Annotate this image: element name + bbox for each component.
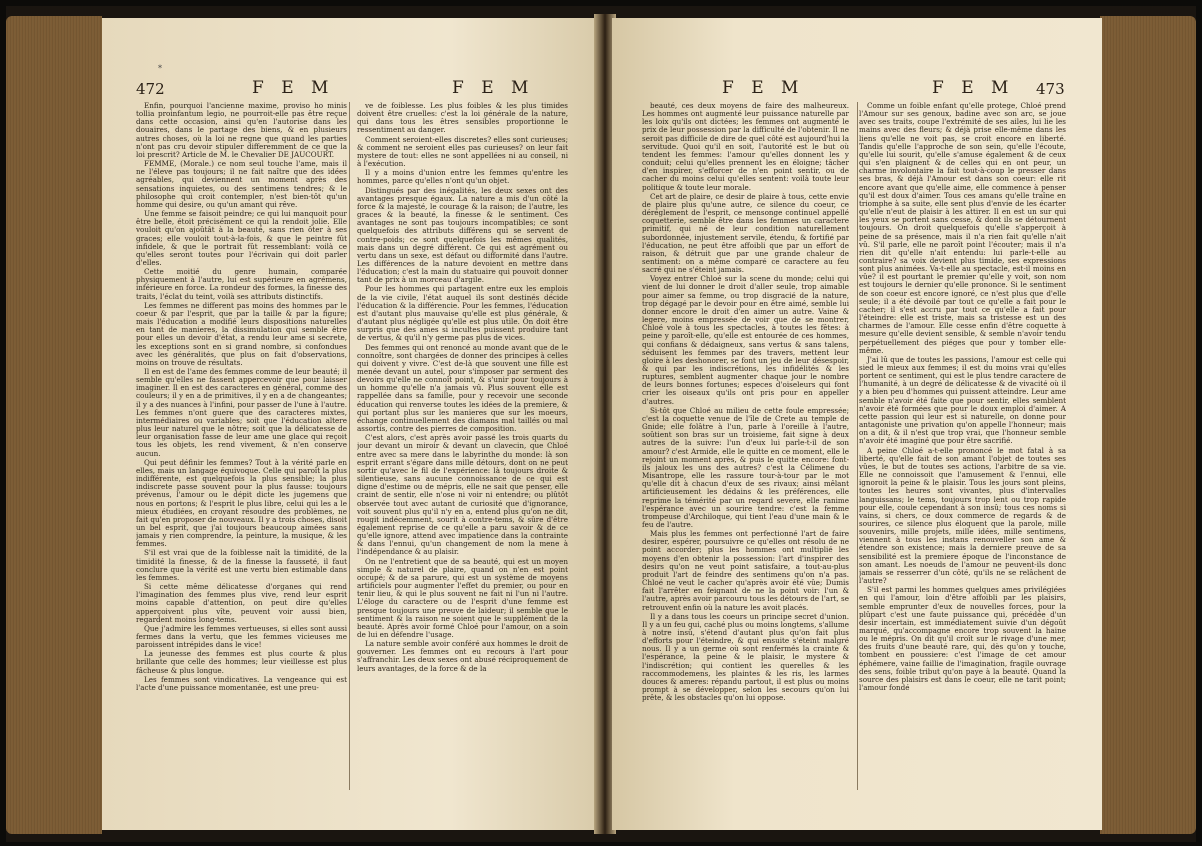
paragraph: S'il est vrai que de la foiblesse naît la timidité, de la timidité la finesse, & de la finesse la fausseté, il faut conclure que la vérité est une vertu bien estimable dans les femmes. <box>136 548 347 582</box>
paragraph: Il en est de l'ame des femmes comme de leur beauté; il semble qu'elles ne fassent appercevoir que pour laisser imaginer. Il en est des caracteres en général, comme des couleurs; il y en a de primitives, il y en a de changeantes; il y a des nuances à l'infini, pour passer de l'une à l'autre. Les femmes n'ont guere que des caracteres mixtes, intermédiaires ou variables; soit que l'éducation altere plus leur naturel que le nôtre; soit que la délicatesse de leur organisation fasse de leur ame une glace qui reçoit tous les objets, les rend vivement, & n'en conserve aucun. <box>136 367 347 458</box>
text-column <box>642 102 849 796</box>
running-head: F E M <box>252 78 335 98</box>
running-head: F E M <box>932 78 1015 98</box>
paragraph: Voyez entrer Chloé sur la scene du monde; celui qui vient de lui donner le droit d'aller seule, trop aimable pour aimer sa femme, ou trop disgracié de la nature, trop dégagé par le devoir pour en être aimé, semble lui donner encore le droit d'en aimer un autre. Vaine & legere, moins empressée de voir que de se montrer, Chloé vole à tous les spectacles, à toutes les fêtes: à peine y paroît-elle, qu'elle est entourée de ces hommes, qui confians & dédaigneux, sans vertus & sans talens, séduisent les femmes par des travers, mettent leur gloire à les deshonorer, se font un jeu de leur désespoir, & qui par les indiscrétions, les infidélités & les ruptures, semblent augmenter chaque jour le nombre de leurs bonnes fortunes; especes d'oiseleurs qui font crier les oiseaux qu'ils ont pris pour en appeller d'autres. <box>642 274 849 406</box>
text-columns <box>136 102 568 796</box>
paragraph: ve de foiblesse. Les plus foibles & les plus timides doivent être cruelles: c'est la loi générale de la nature, qui dans tous les êtres sensibles proportionne le ressentiment au danger. <box>357 102 568 135</box>
paragraph: S'il est parmi les hommes quelques ames privilégiées en qui l'amour, loin d'être affoibli par les plaisirs, semble emprunter d'eux de nouvelles forces, pour la plûpart c'est une faute puissance qui, précédée d'un desir incertain, est immédiatement suivie d'un dégoût marqué, qu'accompagne encore trop souvent la haine ou le mépris. On dit qu'il croît sur le rivage d'une mer, des fruits d'une beauté rare, qui, dès qu'on y touche, tombent en poussiere: c'est l'image de cet amour éphémere, vaine faillie de l'imagination, fragile ouvrage des sens, foible tribut qu'on paye à la beauté. Quand la source des plaisirs est dans le coeur, elle ne tarit point; l'amour fondé <box>859 585 1066 693</box>
paragraph: Les femmes ne different pas moins des hommes par le coeur & par l'esprit, que par la taille & par la figure; mais l'éducation a modifié leurs dispositions naturelles en tant de manieres, la dissimulation qui semble être pour elles un devoir d'état, a rendu leur ame si secrete, les exceptions sont en si grand nombre, si confondues avec les généralités, que plus on fait d'observations, moins on trouve de résultats. <box>136 300 347 367</box>
paragraph: Si-tôt que Chloé au milieu de cette foule empressée; c'est la coquette venue de l'île de Crete au temple de Gnide; elle folâtre à l'un, parle à l'oreille à l'autre, soûtient son bras sur un troisieme, fait signe à deux autres de la suivre: l'un d'eux lui parle-t-il de son amour? c'est Armide, elle le quitte en ce moment, elle le rejoint un moment après, & puis le quitte encore: font-ils jaloux les uns des autres? c'est la Célimene du Misantrope, elle les rassure tour-à-tour par le mot qu'elle dit à chacun d'eux de ses rivaux; ainsi mêlant artificieusement les dédains & les préférences, elle reprime la témérité par un regard severe, elle ranime l'espérance avec un sourire tendre: c'est la femme trompeuse d'Archiloque, qui tient l'eau d'une main & le feu de l'autre. <box>642 405 849 529</box>
left-page <box>102 18 598 830</box>
left-page-header <box>102 78 598 102</box>
page-edges-right <box>1100 16 1196 834</box>
text-column <box>357 102 568 796</box>
paragraph: Il y a dans tous les coeurs un principe secret d'union. Il y a un feu qui, caché plus ou moins longtems, s'allume à notre insû, s'étend d'autant plus qu'on fait plus d'efforts pour l'éteindre, & qui ensuite s'éteint malgré nous. Il y a un germe où sont renfermés la crainte & l'espérance, la peine & le plaisir, le mystere & l'indiscrétion; qui contient les querelles & les raccommodemens, les plaintes & les ris, les larmes douces & ameres: répandu partout, il est plus ou moins prompt à se développer, selon les secours qu'on lui prête, & les obstacles qu'on lui oppose. <box>642 611 849 703</box>
paragraph: La nature semble avoir conféré aux hommes le droit de gouverner. Les femmes ont eu recours à l'art pour s'affranchir. Les deux sexes ont abusé réciproquement de leurs avantages, de la force & de la <box>357 639 568 673</box>
paragraph: Si cette même délicatesse d'organes qui rend l'imagination des femmes plus vive, rend leur esprit moins capable d'attention, on peut dire qu'elles apperçoivent plus vîte, peuvent voir aussi bien, regardent moins long-tems. <box>136 582 347 624</box>
text-column <box>136 102 347 796</box>
page-number: 473 <box>1036 80 1065 98</box>
page-edges-left <box>6 16 102 834</box>
paragraph: Qui peut définir les femmes? Tout à la vérité parle en elles, mais un langage équivoque. Celle qui paroît la plus indifférente, est quelquefois la plus sensible; la plus indiscrete passe souvent pour la plus fausse: toujours prévenus, l'amour ou le dépit dicte les jugemens que nous en portons; & l'esprit le plus libre, celui qui les a le mieux étudiées, en croyant résoudre des problèmes, ne fait qu'en proposer de nouveaux. Il y a trois choses, disoit un bel esprit, que j'ai toujours beaucoup aimées sans jamais y rien comprendre, la peinture, la musique, & les femmes. <box>136 457 347 549</box>
paragraph: Les femmes sont vindicatives. La vengeance qui est l'acte d'une puissance momentanée, est une preu- <box>136 674 347 692</box>
right-page-header <box>612 78 1102 102</box>
paragraph: Des femmes qui ont renoncé au monde avant que de le connoître, sont chargées de donner des principes à celles qui doivent y vivre. C'est de-là que souvent une fille est menée devant un autel, pour s'imposer par serment des devoirs qu'elle ne connoît point, & s'unir pour toujours à un homme qu'elle n'a jamais vû. Plus souvent elle est rappellée dans sa famille, pour y recevoir une seconde éducation qui renverse toutes les idées de la premiere, & qui portant plus sur les manieres que sur les moeurs, échange continuellement des diamans mal taillés ou mal assortis, contre des pierres de composition. <box>357 342 568 434</box>
paragraph: On ne l'entretient que de sa beauté, qui est un moyen simple & naturel de plaire, quand on n'en est point occupé; & de sa parure, qui est un système de moyens artificiels pour augmenter l'effet du premier, ou pour en tenir lieu, & qui le plus souvent ne fait ni l'un ni l'autre. L'éloge du caractere ou de l'esprit d'une femme est presque toujours une preuve de laideur; il semble que le sentiment & la raison ne soient que le supplément de la beauté. Après avoir formé Chloé pour l'amour, on a soin de lui en défendre l'usage. <box>357 556 568 639</box>
text-column <box>859 102 1066 796</box>
paragraph: Une femme se faisoit peindre; ce qui lui manquoit pour être belle, étoit précisément ce qui la rendoit jolie. Elle vouloit qu'on ajoûtât à la beauté, sans rien ôter à ses graces; elle vouloit tout-à-la-fois, & que le peintre fût infidele, & que le portrait fût ressemblant: voilà ce qu'elles seront toutes pour l'écrivain qui doit parler d'elles. <box>136 209 347 267</box>
paragraph: FEMME, (Morale.) ce nom seul touche l'ame, mais il ne l'éleve pas toujours; il ne fait naître que des idées agréables, qui deviennent un moment après des sensations inquietes, ou des sentimens tendres; & le philosophe qui croit contempler, n'est bien-tôt qu'un homme qui desire, ou qu'un amant qui rêve. <box>136 159 347 209</box>
paragraph: A peine Chloé a-t-elle prononcé le mot fatal à sa liberté, qu'elle fait de son amant l'objet de toutes ses vûes, le but de toutes ses actions, l'arbitre de sa vie. Elle ne connoissoit que l'amusement & l'ennui, elle ignoroit la peine & le plaisir. Tous les jours sont pleins, toutes les heures sont vivantes, plus d'intervalles languissans; le tems, toujours trop lent ou trop rapide pour elle, coule cependant à son insû; tous ces noms si vains, si chers, ce doux commerce de regards & de sourires, ce silence plus éloquent que la parole, mille souvenirs, mille projets, mille idées, mille sentimens, viennent à tous les instans renouveller son ame & étendre son existence; mais la derniere preuve de sa sensibilité est la premiere époque de l'inconstance de son amant. Les noeuds de l'amour ne peuvent-ils donc jamais se resserrer d'un côté, qu'ils ne se relâchent de l'autre? <box>859 445 1066 586</box>
paragraph: Que j'admire les femmes vertueuses, si elles sont aussi fermes dans la vertu, que les femmes vicieuses me paroissent intrépides dans le vice! <box>136 623 347 650</box>
paragraph: Il y a moins d'union entre les femmes qu'entre les hommes, parce qu'elles n'ont qu'un objet. <box>357 168 568 186</box>
paragraph: Comment seroient-elles discretes? elles sont curieuses; & comment ne seroient elles pas curieuses? on leur fait mystere de tout: elles ne sont appellées ni au conseil, ni à l'exécution. <box>357 134 568 169</box>
paragraph: J'ai lû que de toutes les passions, l'amour est celle qui sied le mieux aux femmes; il est du moins vrai qu'elles portent ce sentiment, qui est le plus tendre caractere de l'humanité, à un degré de délicatesse & de vivacité où il y a bien peu d'hommes qui puissent atteindre. Leur ame semble n'avoir été faite que pour sentir, elles semblent n'avoir été formées que pour le doux emploi d'aimer. A cette passion qui leur est si naturelle, on donne pour antagoniste une privation qu'on appelle l'honneur; mais on a dit, & il n'est que trop vrai, que l'honneur semble n'avoir été imaginé que pour être sacrifié. <box>859 354 1066 446</box>
paragraph: Pour les hommes qui partagent entre eux les emplois de la vie civile, l'état auquel ils sont destinés décide l'éducation & la différencie. Pour les femmes, l'éducation est d'autant plus mauvaise qu'elle est plus générale, & d'autant plus négligée qu'elle est plus utile. On doit être surpris que des ames si incultes puissent produire tant de vertus, & qu'il n'y germe pas plus de vices. <box>357 284 568 343</box>
text-columns <box>642 102 1066 796</box>
paragraph: Mais plus les femmes ont perfectionné l'art de faire desirer, espérer, poursuivre ce qu'elles ont résolu de ne point accorder; plus les hommes ont multiplié les moyens d'en obtenir la possession: l'art d'inspirer des desirs qu'on ne veut point satisfaire, a tout-au-plus produit l'art de feindre des sentimens qu'on n'a pas. Chloé ne veut le cacher qu'après avoir été vûe; Dumis fait l'arrêter en feignant de ne la point voir: l'un & l'autre, après avoir parcouru tous les détours de l'art, se retrouvent enfin où la nature les avoit placés. <box>642 529 849 612</box>
paragraph: beauté, ces deux moyens de faire des malheureux. Les hommes ont augmenté leur puissance naturelle par les loix qu'ils ont dictées; les femmes ont augmenté le prix de leur possession par la difficulté de l'obtenir. Il ne seroit pas difficile de dire de quel côté est aujourd'hui la servitude. Quoi qu'il en soit, l'autorité est le but où tendent les femmes: l'amour qu'elles donnent les y conduit; celui qu'elles prennent les en éloigne; tâcher d'en inspirer, s'efforcer de n'en point sentir, ou de cacher du moins celui qu'elles sentent: voilà toute leur politique & toute leur morale. <box>642 102 849 192</box>
paragraph: La jeunesse des femmes est plus courte & plus brillante que celle des hommes; leur vieillesse est plus fâcheuse & plus longue. <box>136 649 347 675</box>
margin-mark: * <box>158 64 162 73</box>
open-book <box>6 6 1196 842</box>
paragraph: Enfin, pourquoi l'ancienne maxime, proviso ho minis tollia proinfantum legio, ne pourroit-elle pas être reçue dans cette occasion, ainsi qu'en l'autorise dans les douaires, dans le partage des biens, & en plusieurs autres choses, où la loi ne regne que quand les parties n'ont pas cru devoir stipuler differemment de ce que la loi prescrit? Article de M. le Chevalier DE JAUCOURT. <box>136 102 347 159</box>
paragraph: Distingués par des inégalités, les deux sexes ont des avantages presque égaux. La nature a mis d'un côté la force & la majesté, le courage & la raison; de l'autre, les graces & la beauté, la finesse & le sentiment. Ces avantages ne sont pas toujours incompatibles; ce sont quelquefois des attributs différens qui se servent de contre-poids; ce sont quelquefois les mêmes qualités, mais dans un degré différent. Ce qui est agrément ou vertu dans un sexe, est défaut ou difformité dans l'autre. Les différences de la nature devoient en mettre dans l'éducation; c'est la main du statuaire qui pouvoit donner tant de prix à un morceau d'argile. <box>357 185 568 285</box>
page-number: 472 <box>136 80 165 98</box>
right-page <box>612 18 1102 830</box>
paragraph: Cette moitié du genre humain, comparée physiquement à l'autre, lui est supérieure en agrémens, inférieure en force. La rondeur des formes, la finesse des traits, l'éclat du teint, voilà ses attributs distinctifs. <box>136 267 347 301</box>
paragraph: Comme un foible enfant qu'elle protege, Chloé prend l'Amour sur ses genoux, badine avec son arc, se joue avec ses traits, coupe l'extrémité de ses ailes, lui lie les mains avec des fleurs; & déjà prise elle-même dans les liens qu'elle ne voit pas, se croit encore en liberté. Tandis qu'elle l'approche de son sein, qu'elle l'écoute, qu'elle lui sourit, qu'elle s'amuse également & de ceux qui s'en plaignent & de celles qui en ont peur, un charme involontaire la fait tout-à-coup le presser dans ses bras, & déjà l'Amour est dans son coeur: elle rit encore avant que qu'elle aime, elle commence à penser qu'il est doux d'aimer. Tous ces amans qu'elle traîne en triomphe à sa suite, elle sent plus d'envie de les écarter qu'elle n'eut de plaisir à les attirer. Il en est un sur qui les yeux se portent sans cesse, & dont ils se détournent toujours. On droit quelquefois qu'elle s'apperçoit à peine de sa présence, mais il n'a rien fait qu'elle n'ait vû. S'il parle, elle ne paroît point l'écouter; mais il n'a rien dit qu'elle n'ait entendu: lui parle-t-elle au contraire? sa voix devient plus timide, ses expressions sont plus animées. Va-t-elle au spectacle, est-il moins en vûe? il est pourtant le premier qu'elle y voit, son nom est toujours le dernier qu'elle prononce. Si le sentiment de son coeur est encore ignoré, ce n'est plus que d'elle seule; il a été dévoilé par tout ce qu'elle a fait pour le cacher; il s'est accru par tout ce qu'elle a fait pour l'éteindre: elle est triste, mais sa tristesse est un des charmes de l'amour. Elle cesse enfin d'être coquette à mesure qu'elle devient sensible, & semble n'avoir tendu perpétuellement des piéges que pour y tomber elle-même. <box>859 102 1066 355</box>
running-head: F E M <box>452 78 535 98</box>
paragraph: C'est alors, c'est après avoir passé les trois quarts du jour devant un miroir & devant un clavecin, que Chloé entre avec sa mere dans le labyrinthe du monde: là son esprit errant s'égare dans mille détours, dont on ne peut sortir qu'avec le fil de l'expérience: là toujours droite & silentieuse, sans aucune connoissance de ce qui est digne d'estime ou de mépris, elle ne sait que penser, elle craint de sentir, elle n'ose ni voir ni entendre; ou plûtôt observée tout avec autant de curiosité que d'ignorance, voit souvent plus qu'il n'y en a, entend plus qu'on ne dit, rougit indécemment, sourit à contre-tems, & sûre d'être également reprise de ce qu'elle a paru savoir & de ce qu'elle ignore, attend avec impatience dans la contrainte & dans l'ennui, qu'un changement de nom la mene à l'indépendance & au plaisir. <box>357 433 568 557</box>
running-head: F E M <box>722 78 805 98</box>
paragraph: Cet art de plaire, ce desir de plaire à tous, cette envie de plaire plus qu'une autre, ce silence du coeur, ce déréglement de l'esprit, ce mensonge continuel appellé coquetterie, semble être dans les femmes un caractere primitif, qui né de leur condition naturellement subordonnée, injustement servile, étendu, & fortifié par l'éducation, ne peut être affoibli que par un effort de raison, & détruit que par une grande chaleur de sentiment: on a même comparé ce caractere au feu sacré qui ne s'éteint jamais. <box>642 191 849 275</box>
